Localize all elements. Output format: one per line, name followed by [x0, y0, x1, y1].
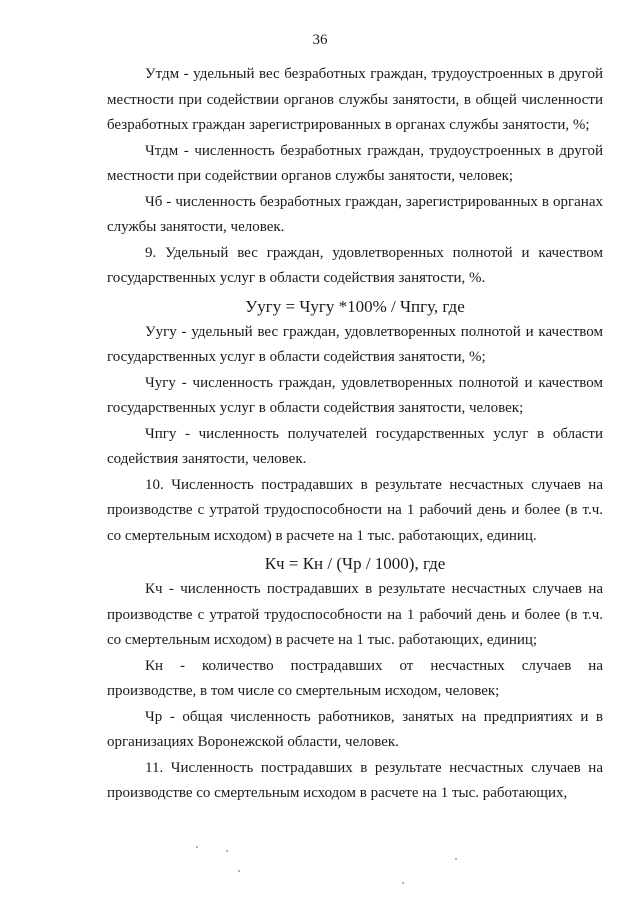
uugu-definition: Уугу - удельный вес граждан, удовлетворенных полнотой и качеством государственных услуг в области содействия занятости, %;	[107, 323, 603, 365]
document-body	[107, 62, 603, 807]
formula-item-10: Кч = Кн / (Чр / 1000), где	[264, 554, 446, 573]
item-9-heading: 9. Удельный вес граждан, удовлетворенных полнотой и качеством государственных услуг в области содействия занятости, %.	[107, 244, 603, 286]
scan-speck	[402, 882, 404, 884]
chpgu-definition: Чпгу - численность получателей государственных услуг в области содействия занятости, человек.	[107, 425, 603, 467]
scan-speck	[238, 870, 240, 872]
chb-definition: Чб - численность безработных граждан, зарегистрированных в органах службы занятости, человек.	[107, 193, 603, 235]
kn-definition: Кн - количество пострадавших от несчастных случаев на производстве, в том числе со смертельным исходом, человек;	[107, 657, 603, 699]
chr-definition: Чр - общая численность работников, занятых на предприятиях и в организациях Воронежской области, человек.	[107, 708, 603, 750]
formula-item-9: Уугу = Чугу *100% / Чпгу, где	[245, 296, 465, 316]
chtdm-definition: Чтдм - численность безработных граждан, трудоустроенных в другой местности при содействии органов службы занятости, человек;	[107, 142, 603, 184]
page-number: 36	[312, 32, 328, 48]
kch-definition: Кч - численность пострадавших в результате несчастных случаев на производстве с утратой трудоспособности на 1 рабочий день и более (в т.ч. со смертельным исходом) в расчете на 1 тыс. работающих, единиц;	[107, 581, 603, 648]
scan-speck	[226, 850, 228, 852]
item-11-heading: 11. Численность пострадавших в результате несчастных случаев на производстве со смертельным исходом в расчете на 1 тыс. работающих,	[107, 759, 603, 801]
scan-speck	[196, 846, 198, 848]
item-10-heading: 10. Численность пострадавших в результате несчастных случаев на производстве с утратой трудоспособности на 1 рабочий день и более (в т.ч. со смертельным исходом) в расчете на 1 тыс. работающих, единиц.	[107, 476, 603, 544]
utdm-definition: Утдм - удельный вес безработных граждан, трудоустроенных в другой местности при содействии органов службы занятости, в общей численности безработных граждан зарегистрированных в органах службы занятости, %;	[107, 66, 603, 133]
chugu-definition: Чугу - численность граждан, удовлетворенных полнотой и качеством государственных услуг в области содействия занятости, человек;	[107, 374, 603, 416]
scan-speck	[455, 858, 457, 860]
